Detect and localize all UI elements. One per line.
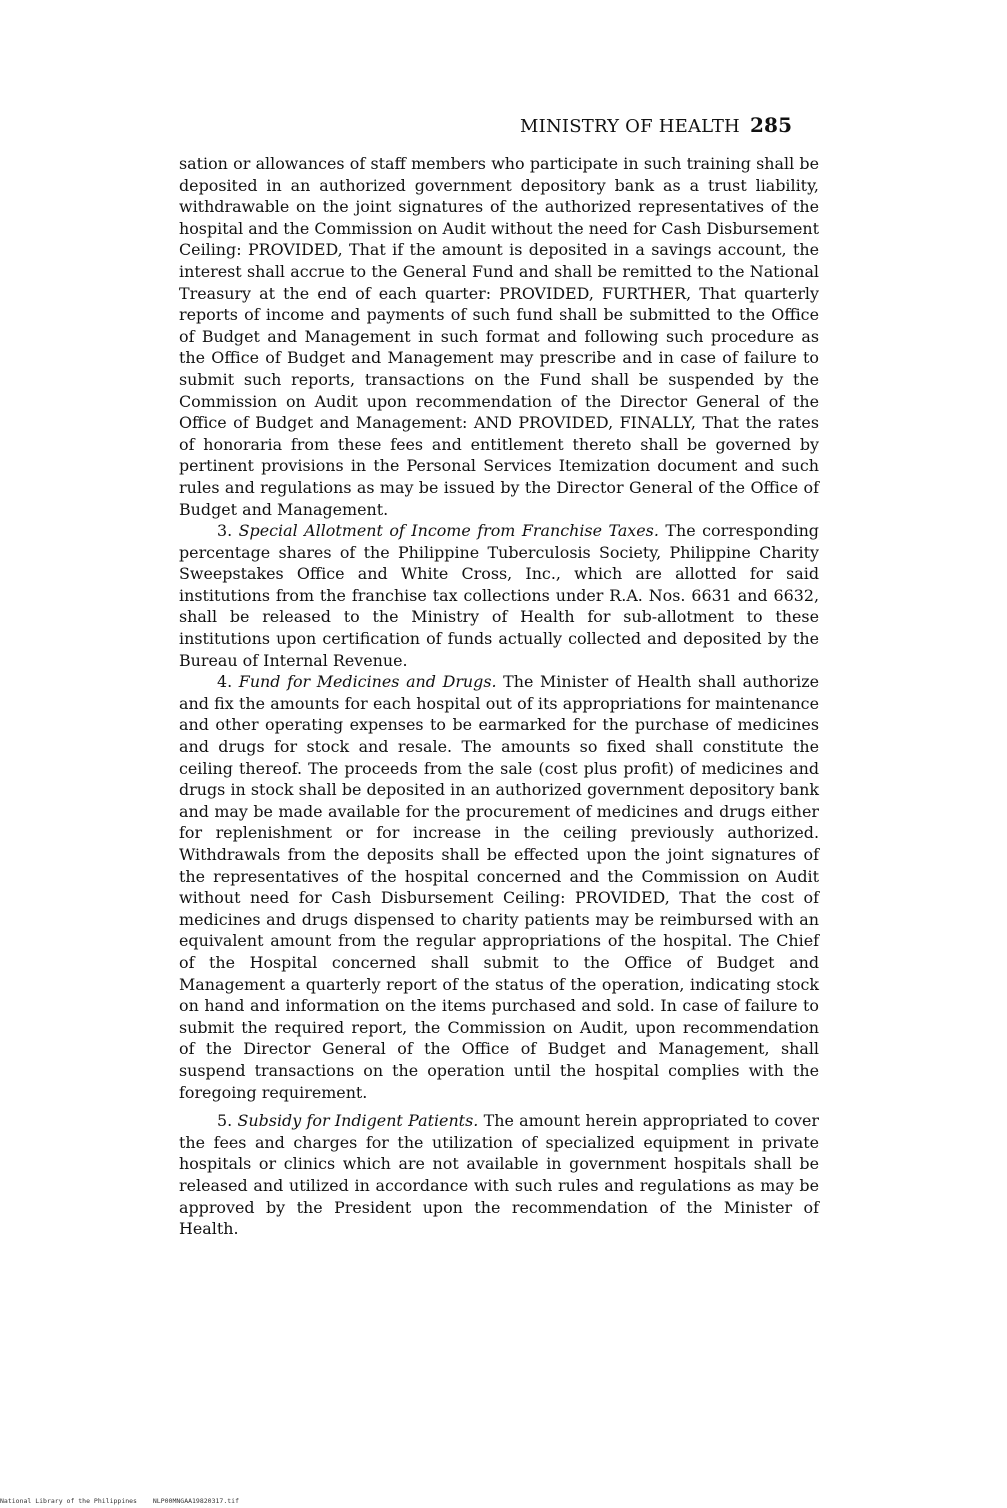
section-heading: Subsidy for Indigent Patients. bbox=[237, 1111, 479, 1131]
section-number: 5. bbox=[217, 1111, 233, 1131]
section-number: 4. bbox=[217, 672, 233, 692]
paragraph-continuation bbox=[179, 153, 819, 520]
paragraph-section-3 bbox=[179, 520, 819, 671]
paragraph-section-5 bbox=[179, 1110, 819, 1240]
paragraph-text: The amount herein appropriated to cover the fees and charges for the utilization of specialized equipment in private hospitals or clinics which are not available in government hospitals shall be released and utilized in accordance with such rules and regulations as may be approved by the President upon the recommendation of the Minister of Health. bbox=[179, 1111, 819, 1239]
section-heading: Fund for Medicines and Drugs. bbox=[238, 672, 497, 692]
footer-filename: NLP00MNGAA19820317.tif bbox=[152, 1497, 239, 1505]
running-header bbox=[520, 113, 820, 137]
paragraph-text: The corresponding percentage shares of the Philippine Tuberculosis Society, Philippine Charity Sweepstakes Office and White Cross, Inc., which are allotted for said institutions from the franchise tax collections under R.A. Nos. 6631 and 6632, shall be released to the Ministry of Health for sub-allotment to these institutions upon certification of funds actually collected and deposited by the Bureau of Internal Revenue. bbox=[179, 521, 819, 670]
section-number: 3. bbox=[217, 521, 233, 541]
paragraph-text: sation or allowances of staff members who participate in such training shall be deposited in an authorized government depository bank as a trust liability, withdrawable on the joint signatures of the authorized representatives of the hospital and the Commission on Audit without the need for Cash Disbursement Ceiling: PROVIDED, That if the amount is deposited in a savings account, the interest shall accrue to the General Fund and shall be remitted to the National Treasury at the end of each quarter: PROVIDED, FURTHER, That quarterly reports of income and payments of such fund shall be submitted to the Office of Budget and Management in such format and following such procedure as the Office of Budget and Management may prescribe and in case of failure to submit such reports, transactions on the Fund shall be suspended by the Commission on Audit upon recommendation of the Director General of the Office of Budget and Management: AND PROVIDED, FINALLY, That the rates of honoraria from these fees and entitlement thereto shall be governed by pertinent provisions in the Personal Services Itemization document and such rules and regulations as may be issued by the Director General of the Office of Budget and Management. bbox=[179, 154, 819, 519]
scan-footer bbox=[0, 1497, 239, 1505]
paragraph-text: The Minister of Health shall authorize and fix the amounts for each hospital out of its appropriations for maintenance and other operating expenses to be earmarked for the purchase of medicines and drugs for stock and resale. The amounts so fixed shall constitute the ceiling thereof. The proceeds from the sale (cost plus profit) of medicines and drugs in stock shall be deposited in an authorized government depository bank and may be made available for the procurement of medicines and drugs either for replenishment or for increase in the ceiling previously authorized. Withdrawals from the deposits shall be effected upon the joint signatures of the representatives of the hospital concerned and the Commission on Audit without need for Cash Disbursement Ceiling: PROVIDED, That the cost of medicines and drugs dispensed to charity patients may be reimbursed with an equivalent amount from the regular appropriations of the hospital. The Chief of the Hospital concerned shall submit to the Office of Budget and Management a quarterly report of the status of the operation, indicating stock on hand and information on the items purchased and sold. In case of failure to submit the required report, the Commission on Audit, upon recommendation of the Director General of the Office of Budget and Management, shall suspend transactions on the operation until the hospital complies with the foregoing requirement. bbox=[179, 672, 819, 1102]
document-body bbox=[179, 153, 819, 1240]
page-number: 285 bbox=[749, 113, 793, 137]
paragraph-section-4 bbox=[179, 671, 819, 1103]
section-heading: Special Allotment of Income from Franchise Taxes. bbox=[238, 521, 659, 541]
footer-library: National Library of the Philippines bbox=[0, 1497, 137, 1505]
header-title: MINISTRY OF HEALTH bbox=[520, 116, 740, 137]
